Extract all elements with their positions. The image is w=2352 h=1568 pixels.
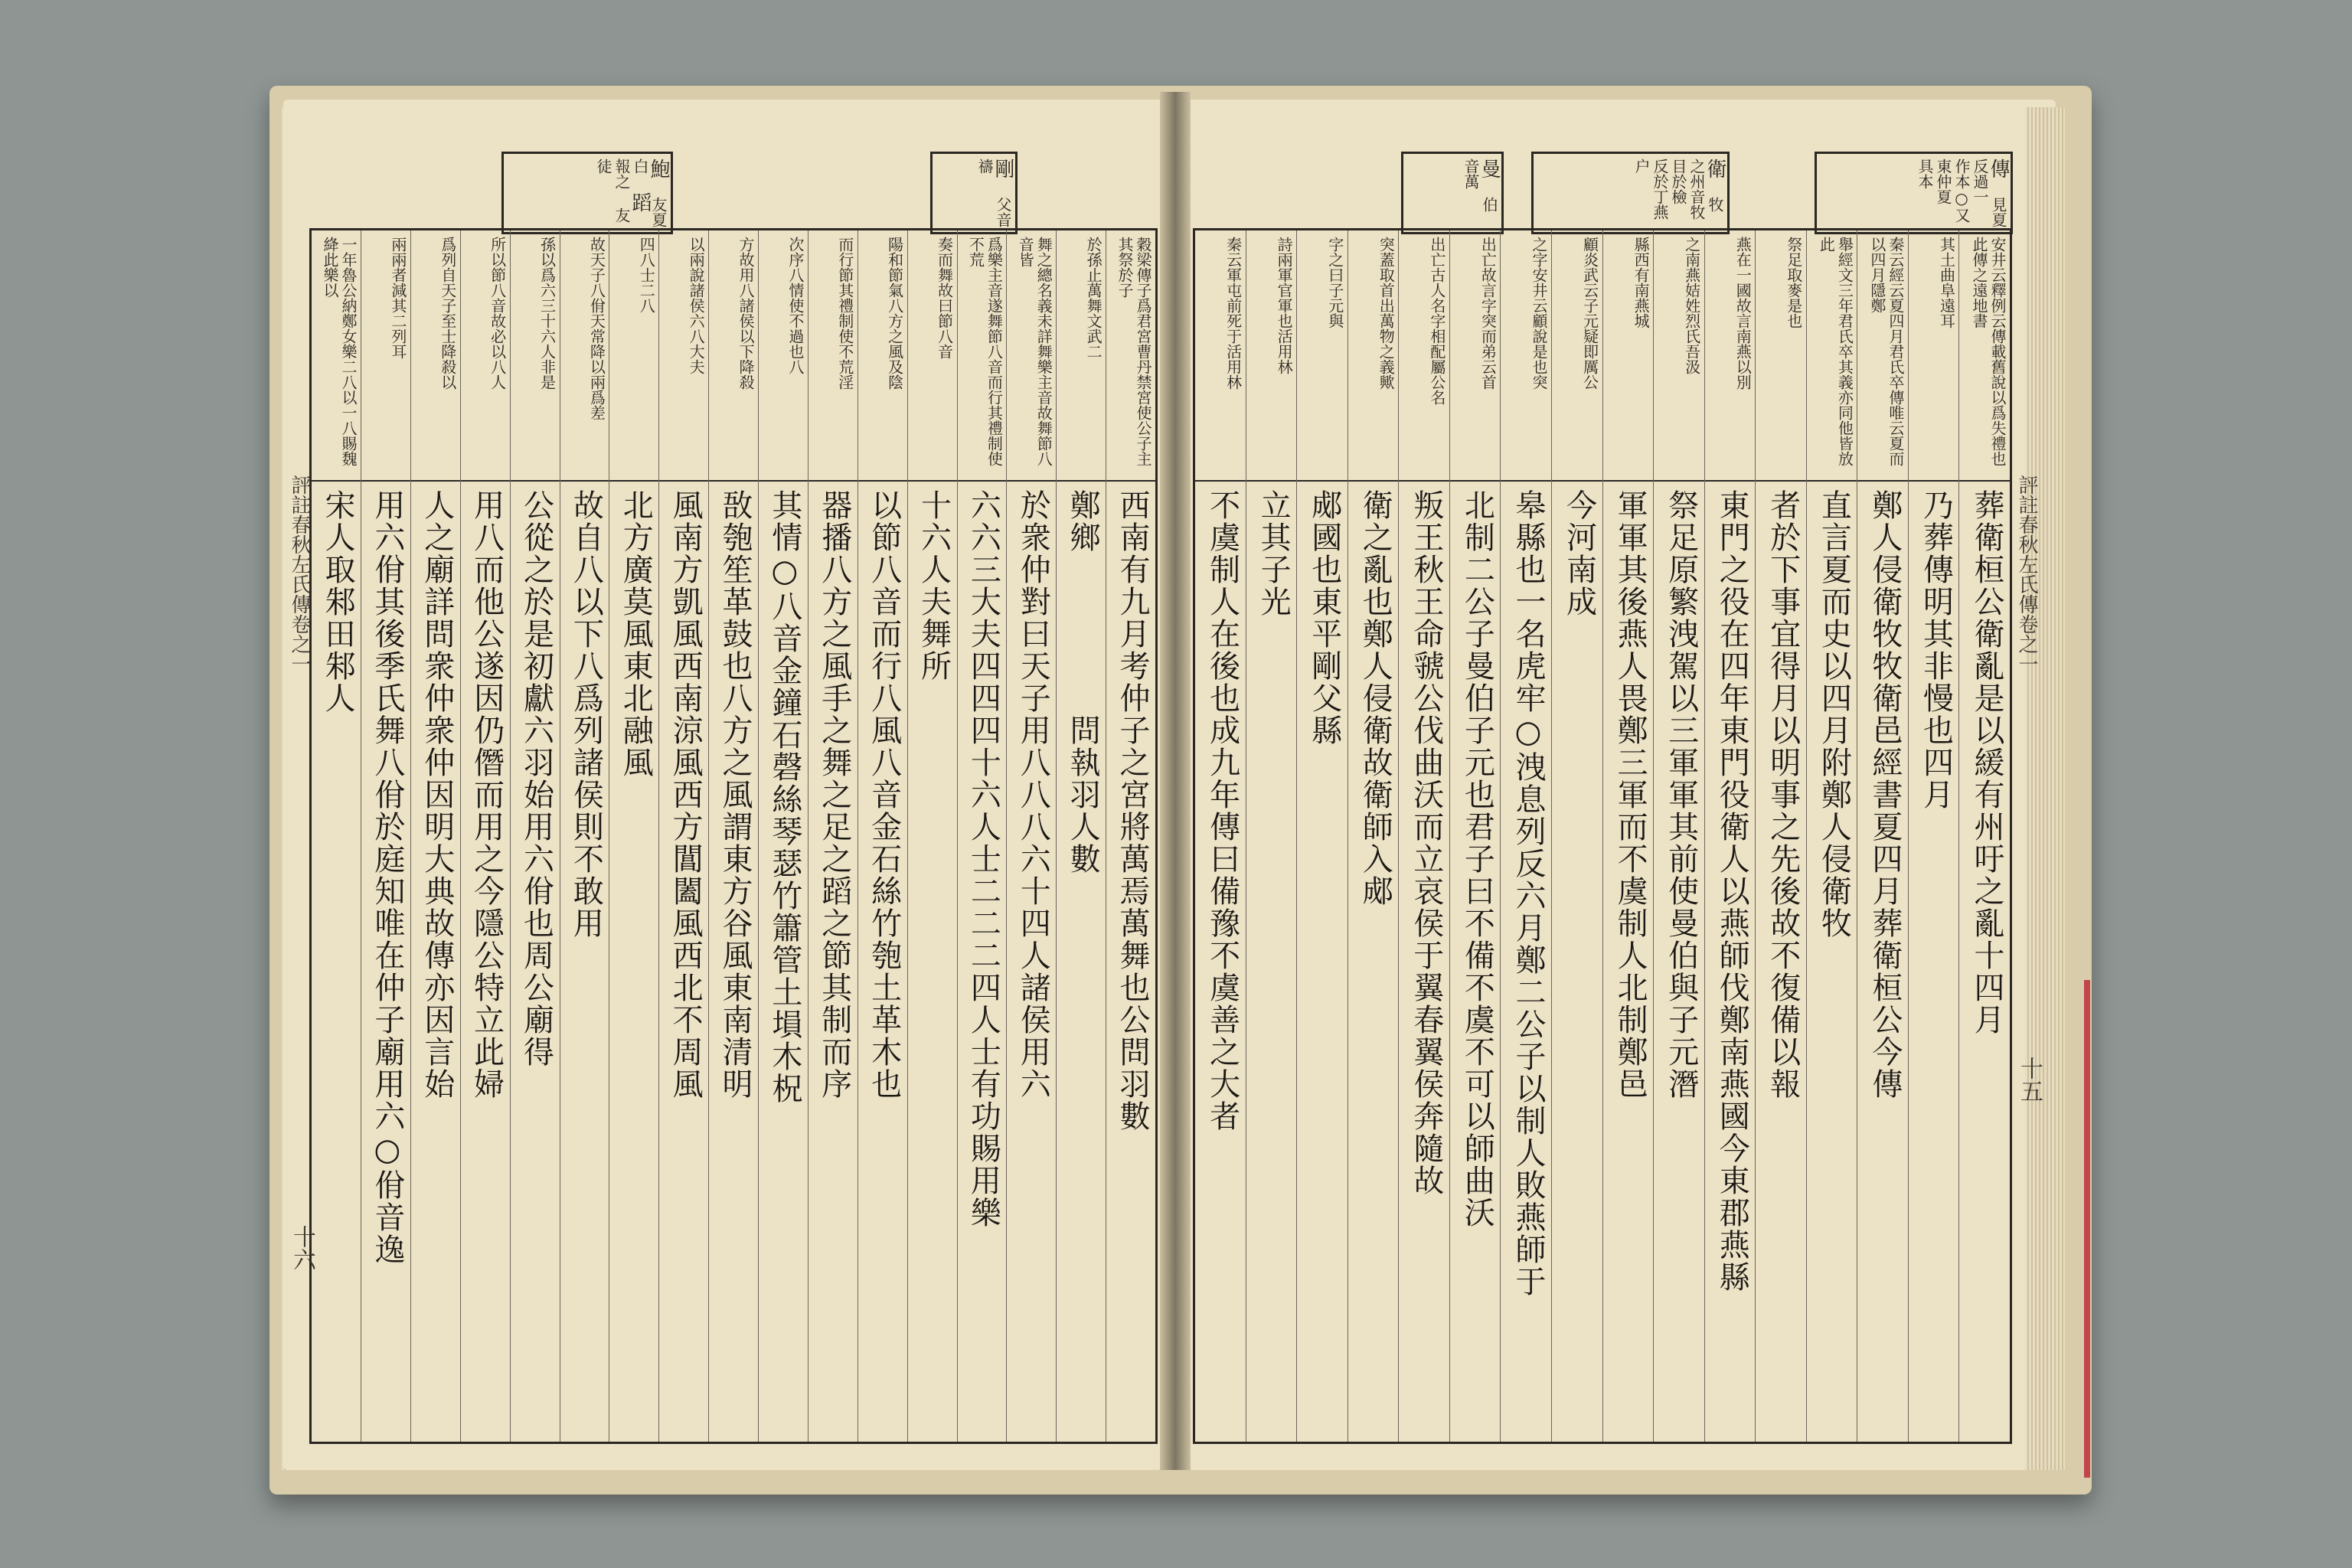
- left_page-text-column: [410, 230, 460, 1442]
- commentary-text: 安井云釋例云傳載舊說以爲失禮也此傳之遠地書: [1959, 230, 2010, 482]
- commentary-text: 四八士二八: [609, 230, 658, 482]
- right-note-1: [1815, 152, 2013, 234]
- main-text: 用六佾其後季氏舞八佾於庭知唯在仲子廟用六○佾音逸: [369, 489, 405, 1266]
- right-note-1-main: 傳: [1987, 158, 2010, 178]
- main-text: 十六人夫舞所: [916, 489, 952, 682]
- commentary-text: 秦云經云夏四月君氏卒傳唯云夏而以四月隱鄭: [1857, 230, 1908, 482]
- left_page-text-column: [1006, 230, 1056, 1442]
- commentary-text: 其土曲阜遠耳: [1909, 230, 1959, 482]
- main-text: 乃葬傳明其非慢也四月: [1918, 489, 1954, 811]
- main-text: 故自八以下八爲列諸侯則不敢用: [568, 489, 604, 939]
- left-note-1-sub: 友夏白: [631, 158, 668, 227]
- main-text: 以節八音而行八風八音金石絲竹匏土革木也: [866, 489, 902, 1100]
- commentary-text: 突蓋取首出萬物之義歟: [1348, 230, 1399, 482]
- main-text: 衛之亂也鄭人侵衛故衛師入郕: [1357, 489, 1393, 907]
- left-note-1-sub2: 報之: [612, 158, 631, 189]
- main-text: 葬衛桓公衛亂是以緩有州吁之亂十四月: [1969, 489, 2004, 1036]
- right-note-2-extra2: 反於丁燕户: [1632, 158, 1669, 220]
- main-text: 鄭鄉 問執羽人數: [1065, 489, 1101, 875]
- left-note-2-main: 剛: [991, 158, 1014, 178]
- commentary-text: 而行節其禮制使不荒淫: [808, 230, 858, 482]
- right-note-2-sub: 牧: [1706, 197, 1724, 212]
- left_page-text-column: [907, 230, 957, 1442]
- left_page-text-column: [560, 230, 609, 1442]
- commentary-text: 奏而舞故曰節八音: [908, 230, 957, 482]
- main-text: 不虞制人在後也成九年傳曰備豫不虞善之大者: [1204, 489, 1240, 1132]
- right_page-text-column: [1500, 230, 1551, 1442]
- main-text: 公從之於是初獻六羽始用六佾也周公廟得: [518, 489, 554, 1068]
- left_page-text-column: [808, 230, 858, 1442]
- left_page-text-column: [609, 230, 658, 1442]
- commentary-text: 顧炎武云子元疑即厲公: [1552, 230, 1602, 482]
- commentary-text: 陽和節氣八方之風及陰: [858, 230, 907, 482]
- right-note-1-extra: 作本○又東仲夏: [1934, 158, 1971, 223]
- main-text: 於衆仲對曰天子用八八八六十四人諸侯用六: [1015, 489, 1051, 1100]
- left-margin-title: 評註春秋左氏傳卷之一: [288, 475, 311, 674]
- main-text: 西南有九月考仲子之宮將萬焉萬舞也公問羽數: [1115, 489, 1150, 1132]
- main-text: 叛王秋王命虢公伐曲沃而立哀侯于翼春翼侯奔隨故: [1408, 489, 1444, 1197]
- right_page-text-column: [1704, 230, 1756, 1442]
- main-text: 今河南成: [1561, 489, 1597, 618]
- right_page-text-column: [1806, 230, 1857, 1442]
- main-text: 鄭人侵衛牧牧衛邑經書夏四月葬衛桓公今傳: [1867, 489, 1903, 1100]
- commentary-text: 次序八情使不過也八: [759, 230, 808, 482]
- left_page-text-column: [510, 230, 560, 1442]
- commentary-text: 爲樂主音遂舞節八音而行其禮制使不荒: [958, 230, 1007, 482]
- main-text: 宋人取邾田邾人: [320, 489, 355, 714]
- bookmark-ribbon: [2084, 980, 2090, 1478]
- left-note-2-sub: 父音禱: [975, 158, 1012, 227]
- main-text: 其情○八音金鐘石磬絲琴瑟竹簫管土塤木柷: [766, 489, 802, 1105]
- commentary-text: 舉經文三年君氏卒其義亦同他皆放此: [1807, 230, 1857, 482]
- commentary-text: 詩兩軍官軍也活用林: [1246, 230, 1297, 482]
- right-margin-title: 評註春秋左氏傳卷之一: [2015, 475, 2038, 674]
- right_page-text-column: [1602, 230, 1654, 1442]
- right-note-2: [1531, 152, 1730, 234]
- commentary-text: 於孫止萬舞文武二: [1057, 230, 1106, 482]
- main-text: 軍軍其後燕人畏鄭三軍而不虞制人北制鄭邑: [1612, 489, 1648, 1100]
- right-note-3-main: 曼: [1478, 158, 1501, 178]
- left-note-1: [501, 152, 673, 234]
- left_page-text-column: [1056, 230, 1106, 1442]
- commentary-text: 字之曰子元與: [1297, 230, 1348, 482]
- main-text: 六六三大夫四四四十六人士二二二四人士有功賜用樂: [965, 489, 1001, 1229]
- right-note-1-sub: 見夏反過一: [1971, 158, 2007, 227]
- left_page-text-column: [758, 230, 808, 1442]
- main-text: 直言夏而史以四月附鄭人侵衛牧: [1816, 489, 1852, 939]
- left_page-text-column: [658, 230, 708, 1442]
- main-text: 用八而他公遂因仍僭而用之今隱公特立此婦: [469, 489, 505, 1100]
- left_page-text-column: [361, 230, 410, 1442]
- right_page-text-column: [1958, 230, 2010, 1442]
- commentary-text: 之南燕姞姓烈氏吾汲: [1654, 230, 1704, 482]
- commentary-text: 出亡故言字突而弟云首: [1450, 230, 1501, 482]
- right-note-3-sub: 伯: [1480, 197, 1498, 212]
- right-note-3: [1401, 152, 1504, 234]
- commentary-text: 燕在一國故言南燕以別: [1705, 230, 1756, 482]
- commentary-text: 兩兩者減其二列耳: [361, 230, 410, 482]
- book-gutter: [1160, 92, 1191, 1470]
- main-text: 東門之役在四年東門役衛人以燕師伐鄭南燕國今東郡燕縣: [1714, 489, 1750, 1293]
- right_page-text-column: [1398, 230, 1449, 1442]
- main-text: 器播八方之風手之舞之足之蹈之節其制而序: [816, 489, 852, 1100]
- right-note-3-extra: 音萬: [1462, 158, 1480, 189]
- commentary-text: 穀梁傳子爲君宮曹丹禁宮使公子主其祭於子: [1106, 230, 1155, 482]
- right_page-text-column: [1449, 230, 1501, 1442]
- left_page-text-column: [1106, 230, 1155, 1442]
- commentary-text: 所以節八音故必以八人: [461, 230, 510, 482]
- right_page-text-column: [1653, 230, 1704, 1442]
- commentary-text: 故天子八佾天常降以兩爲差: [560, 230, 609, 482]
- left_page-text-column: [312, 230, 361, 1442]
- right-note-2-main: 衛: [1704, 158, 1726, 178]
- left_page-text-column: [858, 230, 907, 1442]
- right_page-text-column: [1551, 230, 1602, 1442]
- commentary-text: 之字安井云顧說是也突: [1501, 230, 1551, 482]
- left-note-1-main2: 蹈: [629, 192, 652, 212]
- right_page-text-column: [1348, 230, 1399, 1442]
- main-text: 立其子光: [1256, 489, 1292, 618]
- left_page-text-column: [708, 230, 758, 1442]
- right-note-2-extra: 之州音牧目於檢: [1669, 158, 1706, 220]
- left-folio: 十六: [289, 1225, 315, 1271]
- right-text-block: [1193, 228, 2012, 1444]
- right-folio: 十五: [2016, 1057, 2043, 1102]
- main-text: 北方廣莫風東北融風: [618, 489, 654, 779]
- left_page-text-column: [957, 230, 1007, 1442]
- left-text-block: [309, 228, 1158, 1444]
- commentary-text: 以兩說諸侯六八大夫: [659, 230, 708, 482]
- main-text: 皋縣也一名虎牢○洩息列反六月鄭二公子以制人敗燕師于: [1510, 489, 1546, 1298]
- right_page-text-column: [1857, 230, 1908, 1442]
- left-note-2: [930, 152, 1018, 234]
- left-note-1-extra: 友徒: [594, 158, 631, 223]
- main-text: 者於下事宜得月以明事之先後故不復備以報: [1765, 489, 1801, 1100]
- right_page-text-column: [1908, 230, 1959, 1442]
- main-text: 人之廟詳問衆仲衆仲因明大典故傳亦因言始: [419, 489, 455, 1100]
- left_page-text-column: [460, 230, 510, 1442]
- commentary-text: 縣西有南燕城: [1603, 230, 1654, 482]
- main-text: 祭足原繁洩駕以三軍軍其前使曼伯與子元潛: [1663, 489, 1699, 1100]
- commentary-text: 方故用八諸侯以下降殺: [709, 230, 758, 482]
- commentary-text: 爲列自天子至士降殺以: [411, 230, 460, 482]
- commentary-text: 出亡古人名字相配屬公名: [1399, 230, 1449, 482]
- commentary-text: 孫以爲六三十六人非是: [511, 230, 560, 482]
- right-note-1-extra2: 具本: [1916, 158, 1934, 189]
- right_page-text-column: [1246, 230, 1297, 1442]
- commentary-text: 舞之總名義未詳舞樂主音故舞節八音皆: [1007, 230, 1056, 482]
- right_page-text-column: [1296, 230, 1348, 1442]
- main-text: 郕國也東平剛父縣: [1306, 489, 1342, 746]
- commentary-text: 秦云軍屯前死于活用林: [1195, 230, 1246, 482]
- main-text: 北制二公子曼伯子元也君子曰不備不虞不可以師曲沃: [1459, 489, 1495, 1229]
- commentary-text: 一年魯公納鄭女樂二八以一八賜魏絳此樂以: [312, 230, 361, 482]
- commentary-text: 祭足取麥是也: [1756, 230, 1806, 482]
- main-text: 風南方凱風西南涼風西方閶闔風西北不周風: [668, 489, 704, 1100]
- main-text: 敔匏笙革鼓也八方之風謂東方谷風東南清明: [717, 489, 753, 1100]
- right_page-text-column: [1195, 230, 1246, 1442]
- left-note-1-main: 鮑: [647, 158, 670, 178]
- right_page-text-column: [1755, 230, 1806, 1442]
